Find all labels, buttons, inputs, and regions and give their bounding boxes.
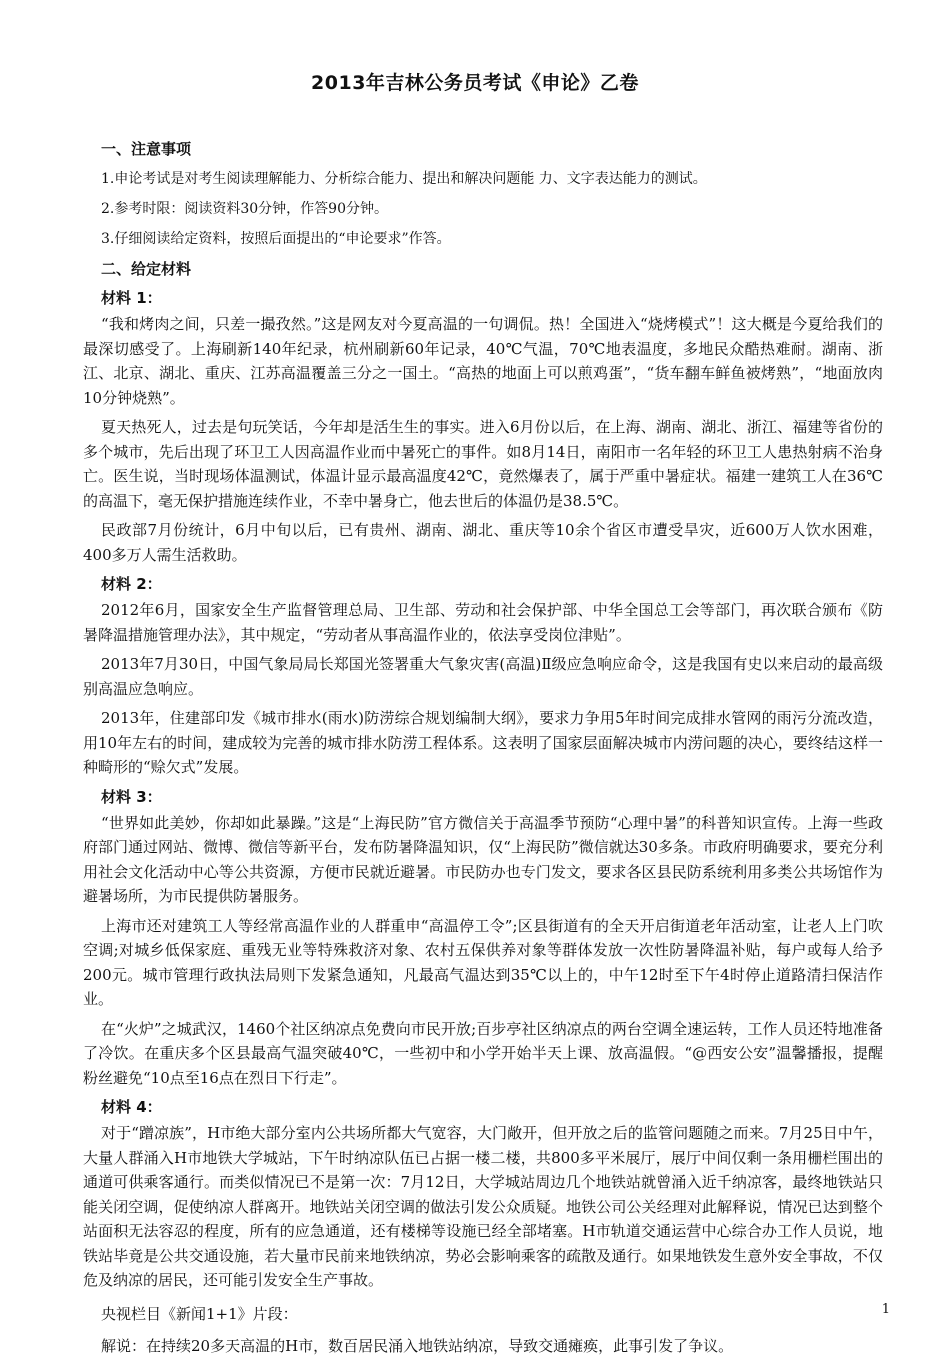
note-item: 2.参考时限：阅读资料30分钟，作答90分钟。 bbox=[101, 201, 388, 217]
commentary-line: 解说：在持续20多天高温的H市，数百居民涌入地铁站纳凉，导致交通瘫痪，此事引发了争议。 bbox=[101, 1336, 734, 1355]
paragraph: 上海市还对建筑工人等经常高温作业的人群重申“高温停工令”;区县街道有的全天开启街道老年活动室，让老人上门吹空调;对城乡低保家庭、重残无业等特殊救济对象、农村五保供养对象等群体发放一次性防暑降温补贴，每户或每人给予200元。城市管理行政执法局则下发紧急通知，凡最高气温达到35℃以上的，中午12时至下午4时停止道路清扫保洁作业。 bbox=[83, 916, 883, 1008]
program-line: 央视栏目《新闻1+1》片段： bbox=[101, 1304, 298, 1323]
material-label: 材料 4： bbox=[101, 1098, 162, 1116]
section-heading-materials: 二、给定材料 bbox=[101, 260, 192, 278]
paragraph: 在“火炉”之城武汉，1460个社区纳凉点免费向市民开放;百步亭社区纳凉点的两台空调全速运转，工作人员还特地准备了冷饮。在重庆多个区县最高气温突破40℃，一些初中和小学开始半天上课、放高温假。“@西安公安”温馨播报，提醒粉丝避免“10点至16点在烈日下行走”。 bbox=[83, 1019, 883, 1087]
paragraph: 对于“蹭凉族”，H市绝大部分室内公共场所都大气宽容，大门敞开，但开放之后的监管问题随之而来。7月25日中午，大量人群涌入H市地铁大学城站，下午时纳凉队伍已占据一楼二楼，共800多平米展厅，展厅中间仅剩一条用栅栏围出的通道可供乘客通行。而类似情况已不是第一次：7月12日，大学城站周边几个地铁站就曾涌入近千纳凉客，最终地铁站只能关闭空调，促使纳凉人群离开。地铁站关闭空调的做法引发公众质疑。地铁公司公关经理对此解释说，情况已达到整个站面积无法容忍的程度，所有的应急通道，还有楼梯等设施已经全部堵塞。H市轨道交通运营中心综合办工作人员说，地铁站毕竟是公共交通设施，若大量市民前来地铁纳凉，势必会影响乘客的疏散及通行。如果地铁发生意外安全事故，不仅危及纳凉的居民，还可能引发安全生产事故。 bbox=[83, 1124, 883, 1289]
paragraph: 夏天热死人，过去是句玩笑话，今年却是活生生的事实。进入6月份以后，在上海、湖南、湖北、浙江、福建等省份的多个城市，先后出现了环卫工人因高温作业而中暑死亡的事件。如8月14日，南阳市一名年轻的环卫工人患热射病不治身亡。医生说，当时现场体温测试，体温计显示最高温度42℃，竟然爆表了，属于严重中暑症状。福建一建筑工人在36℃的高温下，毫无保护措施连续作业，不幸中暑身亡，他去世后的体温仍是38.5℃。 bbox=[83, 418, 883, 510]
material-label: 材料 2： bbox=[101, 575, 162, 593]
document-title: 2013年吉林公务员考试《申论》乙卷 bbox=[311, 72, 639, 94]
document-body bbox=[83, 134, 883, 1362]
material-label: 材料 3： bbox=[101, 787, 162, 806]
paragraph: 2013年7月30日，中国气象局局长郑国光签署重大气象灾害(高温)Ⅱ级应急响应命令，这是我国有史以来启动的最高级别高温应急响应。 bbox=[83, 655, 883, 698]
section-heading-notes: 一、注意事项 bbox=[101, 140, 192, 158]
paragraph: 2013年，住建部印发《城市排水(雨水)防涝综合规划编制大纲》，要求力争用5年时间完成排水管网的雨污分流改造，用10年左右的时间，建成较为完善的城市排水防涝工程体系。这表明了国家层面解决城市内涝问题的决心，要终结这样一种畸形的“赊欠式”发展。 bbox=[83, 709, 883, 776]
page-number: 1 bbox=[881, 1302, 890, 1317]
paragraph: “世界如此美妙，你却如此暴躁。”这是“上海民防”官方微信关于高温季节预防“心理中暑”的科普知识宣传。上海一些政府部门通过网站、微博、微信等新平台，发布防暑降温知识，仅“上海民防”微信就达30多条。市政府明确要求，要充分利用社会文化活动中心等公共资源，方便市民就近避暑。市民防办也专门发文，要求各区县民防系统利用多类公共场馆作为避暑场所，为市民提供防暑服务。 bbox=[83, 813, 883, 905]
note-item: 3.仔细阅读给定资料，按照后面提出的“申论要求”作答。 bbox=[101, 231, 451, 247]
material-label: 材料 1： bbox=[101, 289, 162, 307]
paragraph: 民政部7月份统计，6月中旬以后，已有贵州、湖南、湖北、重庆等10余个省区市遭受旱灾，近600万人饮水困难，400多万人需生活救助。 bbox=[83, 521, 883, 564]
paragraph: “我和烤肉之间，只差一撮孜然。”这是网友对今夏高温的一句调侃。热！全国进入“烧烤模式”！这大概是今夏给我们的最深切感受了。上海刷新140年纪录，杭州刷新60年记录，40℃气温，70℃地表温度，多地民众酷热难耐。湖南、浙江、北京、湖北、重庆、江苏高温覆盖三分之一国土。“高热的地面上可以煎鸡蛋”，“货车翻车鲜鱼被烤熟”，“地面放肉10分钟烧熟”。 bbox=[83, 315, 883, 407]
paragraph: 2012年6月，国家安全生产监督管理总局、卫生部、劳动和社会保护部、中华全国总工会等部门，再次联合颁布《防暑降温措施管理办法》，其中规定，“劳动者从事高温作业的，依法享受岗位津贴”。 bbox=[83, 601, 883, 644]
note-item: 1.申论考试是对考生阅读理解能力、分析综合能力、提出和解决问题能 力、文字表达能力的测试。 bbox=[101, 171, 707, 187]
